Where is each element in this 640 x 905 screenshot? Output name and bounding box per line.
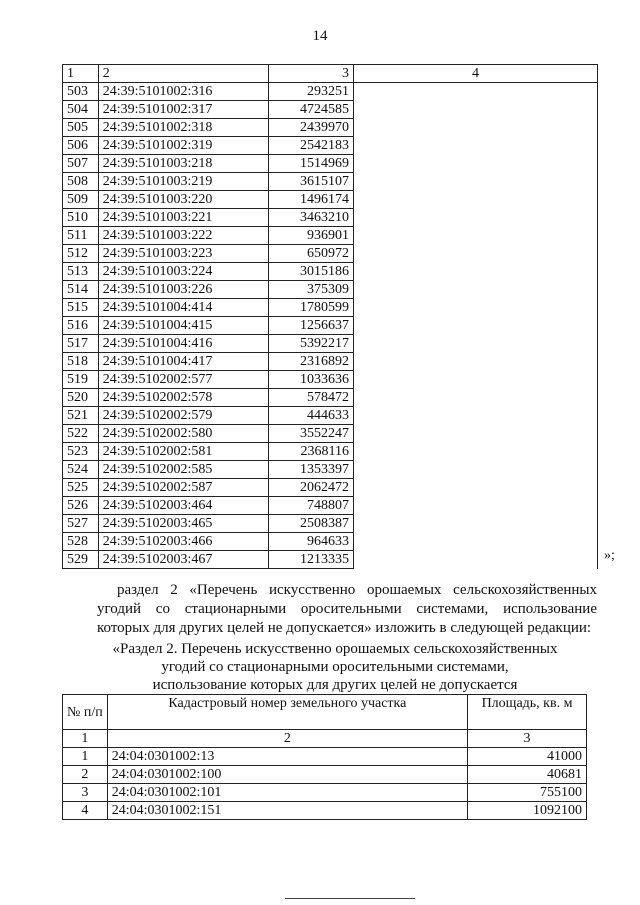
- cadastral-number: 24:39:5102002:579: [98, 407, 269, 425]
- irrigated-lands-table: [62, 694, 587, 820]
- row-number: 4: [63, 802, 108, 820]
- page-number: 14: [312, 28, 328, 44]
- row-number: 504: [63, 101, 99, 119]
- table-row: [63, 173, 598, 191]
- row-number: 520: [63, 389, 99, 407]
- area-value: 3552247: [269, 425, 354, 443]
- table-row: [63, 479, 598, 497]
- col-header-4: 4: [353, 65, 597, 83]
- table-row: [63, 83, 598, 101]
- cadastral-number: 24:39:5101003:222: [98, 227, 269, 245]
- row-number: 516: [63, 317, 99, 335]
- row-number: 518: [63, 353, 99, 371]
- header-cadastral: Кадастровый номер земельного участка: [107, 695, 467, 730]
- cadastral-number: 24:39:5101002:319: [98, 137, 269, 155]
- col-header-3: 3: [269, 65, 354, 83]
- area-value: 2062472: [269, 479, 354, 497]
- area-value: 1092100: [468, 802, 587, 820]
- empty-cell: [353, 461, 597, 479]
- table-row: [63, 551, 598, 569]
- row-number: 517: [63, 335, 99, 353]
- cadastral-number: 24:39:5101003:221: [98, 209, 269, 227]
- area-value: 2508387: [269, 515, 354, 533]
- table-row: [63, 371, 598, 389]
- row-number: 1: [63, 748, 108, 766]
- empty-cell: [353, 173, 597, 191]
- table-row: [63, 263, 598, 281]
- table-header-row: [63, 695, 587, 730]
- table-row: [63, 245, 598, 263]
- cadastral-number: 24:39:5101003:218: [98, 155, 269, 173]
- table-row: [63, 101, 598, 119]
- table-row: [63, 766, 587, 784]
- cadastral-number: 24:39:5102002:587: [98, 479, 269, 497]
- table-header-row: [63, 65, 598, 83]
- area-value: 5392217: [269, 335, 354, 353]
- area-value: 2368116: [269, 443, 354, 461]
- cadastral-number: 24:39:5102002:577: [98, 371, 269, 389]
- col-header-2: 2: [98, 65, 269, 83]
- area-value: 964633: [269, 533, 354, 551]
- row-number: 510: [63, 209, 99, 227]
- empty-cell: [353, 119, 597, 137]
- table-row: [63, 802, 587, 820]
- area-value: 2316892: [269, 353, 354, 371]
- area-value: 1033636: [269, 371, 354, 389]
- section-title-line-2: угодий со стационарными оросительными системами,: [161, 659, 509, 675]
- empty-cell: [353, 371, 597, 389]
- empty-cell: [353, 227, 597, 245]
- row-number: 507: [63, 155, 99, 173]
- area-value: 755100: [468, 784, 587, 802]
- empty-cell: [353, 191, 597, 209]
- empty-cell: [353, 335, 597, 353]
- empty-cell: [353, 353, 597, 371]
- cadastral-number: 24:39:5102002:581: [98, 443, 269, 461]
- col-number-2: 2: [107, 730, 467, 748]
- paragraph-text: раздел 2 «Перечень искусственно орошаемых сельскохозяйственных угодий со стационарными оросительными системами, использование которых для других целей не допускается» изложить в следующей редакции:: [97, 582, 597, 636]
- empty-cell: [353, 407, 597, 425]
- parcels-table: [62, 64, 598, 569]
- empty-cell: [353, 299, 597, 317]
- area-value: 2439970: [269, 119, 354, 137]
- empty-cell: [353, 533, 597, 551]
- section-title-line-3: использование которых для других целей не допускается: [152, 677, 518, 693]
- cadastral-number: 24:39:5101003:219: [98, 173, 269, 191]
- area-value: 1496174: [269, 191, 354, 209]
- row-number: 528: [63, 533, 99, 551]
- closing-quote: »;: [604, 548, 615, 563]
- row-number: 505: [63, 119, 99, 137]
- row-number: 521: [63, 407, 99, 425]
- empty-cell: [353, 443, 597, 461]
- row-number: 508: [63, 173, 99, 191]
- area-value: 293251: [269, 83, 354, 101]
- cadastral-number: 24:04:0301002:151: [107, 802, 467, 820]
- empty-cell: [353, 137, 597, 155]
- cadastral-number: 24:04:0301002:101: [107, 784, 467, 802]
- row-number: 523: [63, 443, 99, 461]
- row-number: 525: [63, 479, 99, 497]
- area-value: 2542183: [269, 137, 354, 155]
- cadastral-number: 24:39:5102002:585: [98, 461, 269, 479]
- cadastral-number: 24:04:0301002:100: [107, 766, 467, 784]
- area-value: 444633: [269, 407, 354, 425]
- cadastral-number: 24:39:5101003:226: [98, 281, 269, 299]
- cadastral-number: 24:39:5102003:466: [98, 533, 269, 551]
- empty-cell: [353, 317, 597, 335]
- cadastral-number: 24:39:5101003:223: [98, 245, 269, 263]
- row-number: 513: [63, 263, 99, 281]
- bottom-rule: [285, 898, 415, 899]
- table-row: [63, 137, 598, 155]
- col-number-1: 1: [63, 730, 108, 748]
- column-number-row: [63, 730, 587, 748]
- table-row: [63, 425, 598, 443]
- cadastral-number: 24:39:5102003:465: [98, 515, 269, 533]
- table-row: [63, 533, 598, 551]
- table-row: [63, 443, 598, 461]
- table-row: [63, 461, 598, 479]
- cadastral-number: 24:39:5102002:580: [98, 425, 269, 443]
- area-value: 1213335: [269, 551, 354, 569]
- table-row: [63, 497, 598, 515]
- col-header-1: 1: [63, 65, 99, 83]
- table-row: [63, 515, 598, 533]
- section-title-line-1: «Раздел 2. Перечень искусственно орошаемых сельскохозяйственных: [112, 641, 558, 657]
- cadastral-number: 24:39:5101004:414: [98, 299, 269, 317]
- table-row: [63, 389, 598, 407]
- cadastral-number: 24:39:5101004:417: [98, 353, 269, 371]
- table-row: [63, 353, 598, 371]
- area-value: 3615107: [269, 173, 354, 191]
- row-number: 529: [63, 551, 99, 569]
- header-number: № п/п: [63, 695, 108, 730]
- table-body: [63, 83, 598, 569]
- row-number: 512: [63, 245, 99, 263]
- row-number: 519: [63, 371, 99, 389]
- area-value: 748807: [269, 497, 354, 515]
- row-number: 522: [63, 425, 99, 443]
- area-value: 650972: [269, 245, 354, 263]
- empty-cell: [353, 551, 597, 569]
- empty-cell: [353, 263, 597, 281]
- section-title: [95, 640, 575, 694]
- empty-cell: [353, 425, 597, 443]
- table-row: [63, 119, 598, 137]
- empty-cell: [353, 101, 597, 119]
- cadastral-number: 24:39:5101002:318: [98, 119, 269, 137]
- header-area: Площадь, кв. м: [468, 695, 587, 730]
- table-row: [63, 299, 598, 317]
- table-row: [63, 407, 598, 425]
- row-number: 503: [63, 83, 99, 101]
- area-value: 1353397: [269, 461, 354, 479]
- empty-cell: [353, 389, 597, 407]
- table-row: [63, 784, 587, 802]
- row-number: 3: [63, 784, 108, 802]
- cadastral-number: 24:39:5101003:220: [98, 191, 269, 209]
- area-value: 1256637: [269, 317, 354, 335]
- empty-cell: [353, 497, 597, 515]
- row-number: 509: [63, 191, 99, 209]
- cadastral-number: 24:39:5101004:416: [98, 335, 269, 353]
- table-row: [63, 191, 598, 209]
- area-value: 936901: [269, 227, 354, 245]
- row-number: 514: [63, 281, 99, 299]
- row-number: 2: [63, 766, 108, 784]
- empty-cell: [353, 245, 597, 263]
- cadastral-number: 24:39:5102002:578: [98, 389, 269, 407]
- area-value: 4724585: [269, 101, 354, 119]
- col-number-3: 3: [468, 730, 587, 748]
- empty-cell: [353, 209, 597, 227]
- area-value: 375309: [269, 281, 354, 299]
- table-row: [63, 281, 598, 299]
- table-row: [63, 317, 598, 335]
- area-value: 3463210: [269, 209, 354, 227]
- table-row: [63, 155, 598, 173]
- cadastral-number: 24:04:0301002:13: [107, 748, 467, 766]
- area-value: 3015186: [269, 263, 354, 281]
- row-number: 526: [63, 497, 99, 515]
- table-row: [63, 748, 587, 766]
- empty-cell: [353, 479, 597, 497]
- cadastral-number: 24:39:5102003:467: [98, 551, 269, 569]
- row-number: 506: [63, 137, 99, 155]
- table-row: [63, 209, 598, 227]
- area-value: 1780599: [269, 299, 354, 317]
- area-value: 40681: [468, 766, 587, 784]
- empty-cell: [353, 281, 597, 299]
- area-value: 1514969: [269, 155, 354, 173]
- row-number: 527: [63, 515, 99, 533]
- empty-cell: [353, 515, 597, 533]
- table-row: [63, 227, 598, 245]
- cadastral-number: 24:39:5101002:316: [98, 83, 269, 101]
- cadastral-number: 24:39:5101003:224: [98, 263, 269, 281]
- cadastral-number: 24:39:5101004:415: [98, 317, 269, 335]
- table-row: [63, 335, 598, 353]
- cadastral-number: 24:39:5101002:317: [98, 101, 269, 119]
- cadastral-number: 24:39:5102003:464: [98, 497, 269, 515]
- empty-cell: [353, 155, 597, 173]
- empty-cell: [353, 83, 597, 101]
- area-value: 41000: [468, 748, 587, 766]
- area-value: 578472: [269, 389, 354, 407]
- row-number: 515: [63, 299, 99, 317]
- row-number: 511: [63, 227, 99, 245]
- row-number: 524: [63, 461, 99, 479]
- body-paragraph: [97, 581, 597, 638]
- table-body: [63, 748, 587, 820]
